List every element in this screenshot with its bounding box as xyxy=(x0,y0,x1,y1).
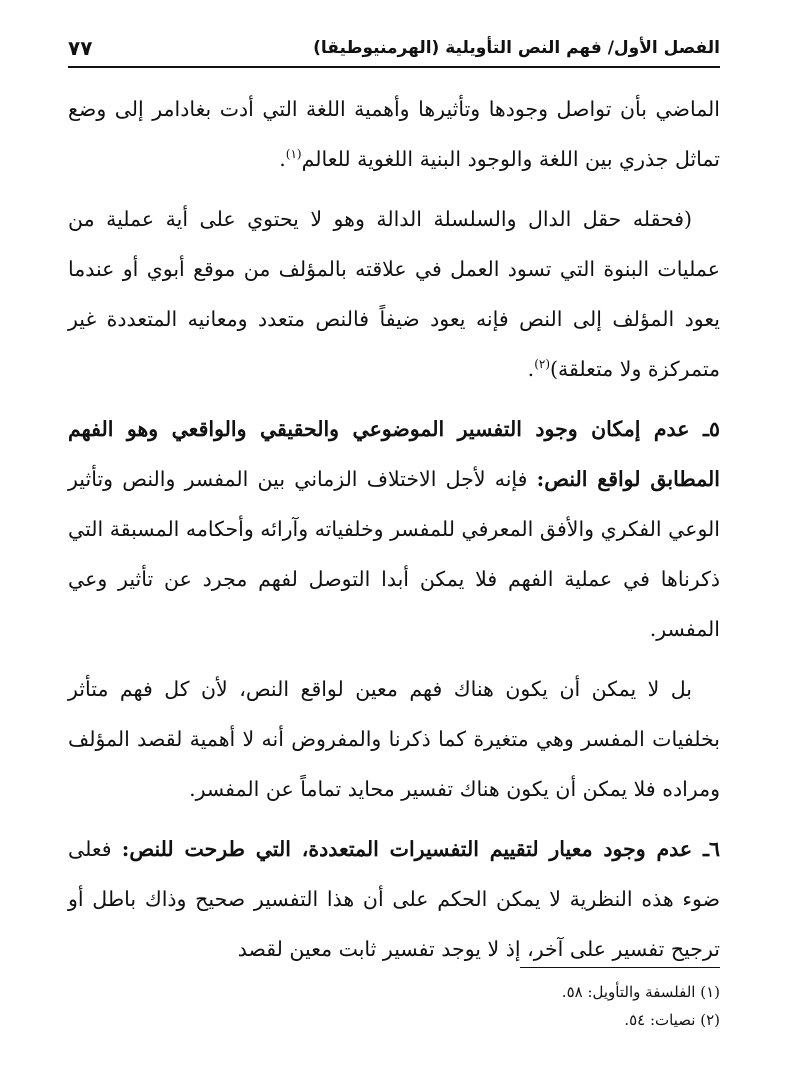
footnote-ref-2: (٢) xyxy=(534,357,551,372)
footnote-ref-1: (١) xyxy=(285,147,302,162)
paragraph-5 xyxy=(68,824,720,974)
paragraph-1-text: الماضي بأن تواصل وجودها وتأثيرها وأهمية اللغة التي أدت بغادامر إلى وضع تماثل جذري بين اللغة والوجود البنية اللغوية للعالم xyxy=(68,97,720,171)
footnotes xyxy=(68,978,720,1034)
paragraph-4 xyxy=(68,664,720,814)
chapter-title: الفصل الأول/ فهم النص التأويلية (الهرمنيوطيقا) xyxy=(313,38,720,58)
footnote-2: (٢) نصيات: ٥٤. xyxy=(624,1011,720,1029)
footnote-separator xyxy=(520,967,720,968)
paragraph-3 xyxy=(68,404,720,654)
point-5-heading: ٥ـ عدم إمكان وجود التفسير الموضوعي والحقيقي والواقعي وهو الفهم المطابق لواقع النص: xyxy=(68,417,720,491)
main-text xyxy=(68,84,720,980)
paragraph-1: الماضي بأن تواصل وجودها وتأثيرها وأهمية اللغة التي أدت بغادامر إلى وضع تماثل جذري بين اللغة والوجود البنية اللغوية للعالم$^{(١)}$. xyxy=(68,97,720,171)
footnote-1: (١) الفلسفة والتأويل: ٥٨. xyxy=(561,983,720,1001)
paragraph-2-text: (فحقله حقل الدال والسلسلة الدالة وهو لا يحتوي على أية عملية من عمليات البنوة التي تسود العمل في علاقته بالمؤلف من موقع أبوي أو عندما يعود المؤلف إلى النص فإنه يعود ضيفاً فالنص متعدد ومعانيه المتعددة غير متمركزة ولا متعلقة) xyxy=(68,207,720,381)
paragraph-4-text: بل لا يمكن أن يكون هناك فهم معين لواقع النص، لأن كل فهم متأثر بخلفيات المفسر وهي متغيرة كما ذكرنا والمفروض أنه لا أهمية لقصد المؤلف ومراده فلا يمكن أن يكون هناك تفسير محايد تماماً عن المفسر. xyxy=(68,677,720,801)
point-6-heading: ٦ـ عدم وجود معيار لتقييم التفسيرات المتعددة، التي طرحت للنص: xyxy=(121,837,720,861)
running-header xyxy=(68,30,720,68)
paragraph-3-text: فإنه لأجل الاختلاف الزماني بين المفسر والنص وتأثير الوعي الفكري والأفق المعرفي للمفسر وخلفياته وآرائه وأحكامه المسبقة التي ذكرناها في عملية الفهم فلا يمكن أبدا التوصل لفهم مجرد عن تأثير وعي المفسر. xyxy=(68,467,720,641)
paragraph-2: (فحقله حقل الدال والسلسلة الدالة وهو لا يحتوي على أية عملية من عمليات البنوة التي تسود العمل في علاقته بالمؤلف من موقع أبوي أو عندما يعود المؤلف إلى النص فإنه يعود ضيفاً فالنص متعدد ومعانيه المتعددة غير متمركزة ولا متعلقة)$^{(٢)}$. xyxy=(68,207,720,381)
page-number: ٧٧ xyxy=(68,36,93,60)
paragraph-5-text: فعلى ضوء هذه النظرية لا يمكن الحكم على أن هذا التفسير صحيح وذاك باطل أو ترجيح تفسير على آخر، إذ لا يوجد تفسير ثابت معين لقصد xyxy=(68,837,720,961)
